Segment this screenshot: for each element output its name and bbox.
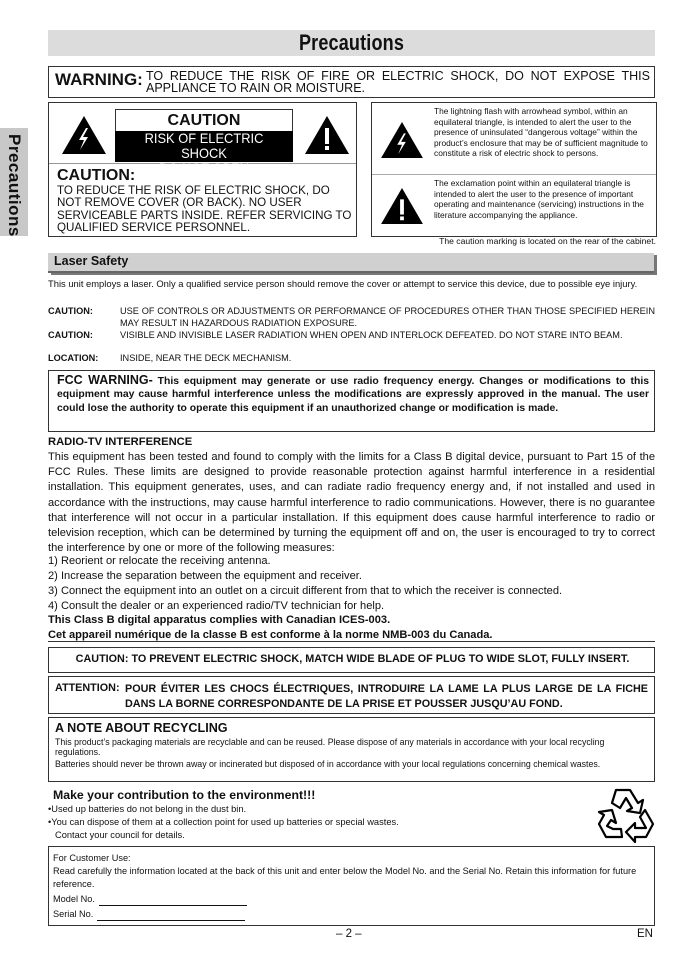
ices-statement-fr: Cet appareil numérique de la classe B est conforme à la norme NMB-003 du Canada.: [48, 629, 493, 641]
caution-label-graphic: [49, 103, 356, 176]
plug-caution-text: CAUTION: TO PREVENT ELECTRIC SHOCK, MATCH WIDE BLADE OF PLUG TO WIDE SLOT, FULLY INSERT.: [75, 653, 630, 665]
laser-caution-row: [48, 306, 655, 330]
customer-text: Read carefully the information located at the back of this unit and enter below the Model No. and the Serial No. Retain this information for future reference.: [53, 866, 637, 889]
warning-label: WARNING:: [55, 70, 143, 89]
attention-box: [48, 676, 655, 714]
caution-sub-label: CAUTION:: [57, 167, 136, 184]
laser-safety-title: Laser Safety: [54, 254, 129, 268]
warning-text: TO REDUCE THE RISK OF FIRE OR ELECTRIC SHOCK, DO NOT EXPOSE THIS APPLIANCE TO RAIN OR MOISTURE.: [146, 69, 650, 95]
measure-item: 4) Consult the dealer or an experienced radio/TV technician for help.: [48, 600, 385, 612]
page-title-bar: [48, 30, 655, 56]
exclamation-triangle-icon: [304, 115, 350, 155]
measure-item: 2) Increase the separation between the equipment and receiver.: [48, 570, 362, 582]
laser-intro: This unit employs a laser. Only a qualified service person should remove the cover or attempt to service this device, due to possible eye injury.: [48, 278, 638, 289]
model-number-row: [53, 893, 649, 906]
recycling-title: A NOTE ABOUT RECYCLING: [55, 721, 228, 735]
recycle-icon: [596, 786, 660, 844]
fcc-warning-box: [48, 370, 655, 432]
laser-safety-header: [48, 253, 654, 273]
laser-location-row: [48, 353, 655, 365]
radio-tv-heading: RADIO-TV INTERFERENCE: [48, 436, 193, 448]
fcc-warning-body: This equipment may generate or use radio frequency energy. Changes or modifications to this equipment may cause harmful interference unless the modifications are expressly approved in the manual. The user could lose the authority to operate this equipment if an unauthorized change or modification is made.: [57, 376, 650, 414]
fcc-warning-text: [57, 374, 649, 415]
customer-heading: For Customer Use:: [53, 853, 131, 863]
recycling-paragraph: Batteries should never be thrown away or incinerated but disposed of in accordance with your local regulations concerning chemical wastes.: [55, 759, 601, 769]
laser-caution-row: [48, 330, 655, 354]
environment-contact: Contact your council for details.: [55, 830, 185, 840]
lightning-explanation-text: The lightning flash with arrowhead symbol, within an equilateral triangle, is intended to alert the user to the presence of uninsulated “dangerous voltage” within the product’s enclosure that may be of sufficient magnitude to constitute a risk of electric shock to persons.: [434, 106, 648, 159]
cabinet-note: The caution marking is located on the rear of the cabinet.: [439, 236, 656, 246]
laser-row-label: LOCATION:: [48, 353, 99, 363]
page-number: – 2 –: [336, 928, 362, 940]
model-number-field[interactable]: [99, 895, 247, 906]
fcc-warning-lead: FCC WARNING-: [57, 373, 153, 387]
radio-tv-body: This equipment has been tested and found to comply with the limits for a Class B digital device, pursuant to Part 15 of the FCC Rules. These limits are designed to provide reasonable protection against harmful interference in a residential installation. This equipment generates, uses, and can radiate radio frequency energy and, if not installed and used in accordance with the instructions, may cause harmful interference to radio communications. However, there is no guarantee that interference will not occur in a particular installation. If this equipment does cause harmful interference to radio or television reception, which can be determined by turning the equipment off and on, the user is encouraged to try to correct the interference by one or more of the following measures:: [48, 451, 655, 555]
laser-row-text: USE OF CONTROLS OR ADJUSTMENTS OR PERFORMANCE OF PROCEDURES OTHER THAN THOSE SPECIFIED HEREIN MAY RESULT IN HAZARDOUS RADIATION EXPOSURE.: [120, 306, 655, 328]
caution-sub-text: TO REDUCE THE RISK OF ELECTRIC SHOCK, DO NOT REMOVE COVER (OR BACK). NO USER SERVICEABLE PARTS INSIDE. REFER SERVICING TO QUALIFIED SERVICE PERSONNEL.: [57, 184, 352, 234]
exclamation-explanation-row: [372, 175, 656, 236]
exclamation-explanation-text: The exclamation point within an equilateral triangle is intended to alert the user to the presence of important operating and maintenance (servicing) instructions in the literature accompanying the appliance.: [434, 178, 644, 220]
page-title: Precautions: [298, 30, 405, 55]
plug-caution-box: [48, 647, 655, 673]
caution-shock-banner: [115, 130, 293, 176]
symbol-explanation-box: [371, 102, 657, 237]
measure-item: 1) Reorient or relocate the receiving antenna.: [48, 555, 271, 567]
serial-number-label: Serial No.: [53, 909, 94, 919]
attention-label: ATTENTION:: [55, 682, 120, 694]
serial-number-row: [53, 908, 649, 921]
recycling-note-box: [48, 717, 655, 782]
lightning-triangle-icon: [61, 115, 107, 155]
laser-row-label: CAUTION:: [48, 306, 93, 316]
environment-bullet: •You can dispose of them at a collection point for used up batteries or special wastes.: [48, 817, 399, 827]
attention-text: POUR ÉVITER LES CHOCS ÉLECTRIQUES, INTRODUIRE LA LAME LA PLUS LARGE DE LA FICHE DANS LA BORNE CORRESPONDANTE DE LA PRISE ET POUSSER JUSQU’AU FOND.: [125, 683, 648, 710]
serial-number-field[interactable]: [97, 910, 245, 921]
caution-shock-line2: DO NOT OPEN: [159, 160, 249, 176]
laser-row-text: INSIDE, NEAR THE DECK MECHANISM.: [120, 353, 292, 363]
environment-bullet: •Used up batteries do not belong in the dust bin.: [48, 804, 247, 814]
environment-title: Make your contribution to the environment!!!: [53, 788, 316, 802]
side-tab: [0, 128, 28, 236]
lightning-triangle-icon: [380, 121, 424, 159]
caution-label-box: [48, 102, 357, 237]
section-divider: [48, 641, 655, 642]
side-tab-label: Precautions: [5, 134, 24, 237]
caution-shock-line1: RISK OF ELECTRIC SHOCK: [144, 130, 264, 161]
caution-heading: CAUTION: [115, 109, 293, 133]
laser-row-label: CAUTION:: [48, 330, 93, 340]
ices-statement-en: This Class B digital apparatus complies with Canadian ICES-003.: [48, 614, 391, 626]
recycling-paragraph: This product’s packaging materials are recyclable and can be reused. Please dispose of any materials in accordance with your local recycling regulations.: [55, 737, 605, 757]
customer-use-box: [48, 846, 655, 926]
warning-box: [48, 66, 655, 98]
lightning-explanation-row: [372, 103, 656, 175]
exclamation-triangle-icon: [380, 187, 424, 225]
laser-row-text: VISIBLE AND INVISIBLE LASER RADIATION WHEN OPEN AND INTERLOCK DEFEATED. DO NOT STARE INTO BEAM.: [120, 330, 623, 340]
model-number-label: Model No.: [53, 894, 95, 904]
language-code: EN: [637, 928, 653, 940]
measure-item: 3) Connect the equipment into an outlet on a circuit different from that to which the receiver is connected.: [48, 585, 563, 597]
